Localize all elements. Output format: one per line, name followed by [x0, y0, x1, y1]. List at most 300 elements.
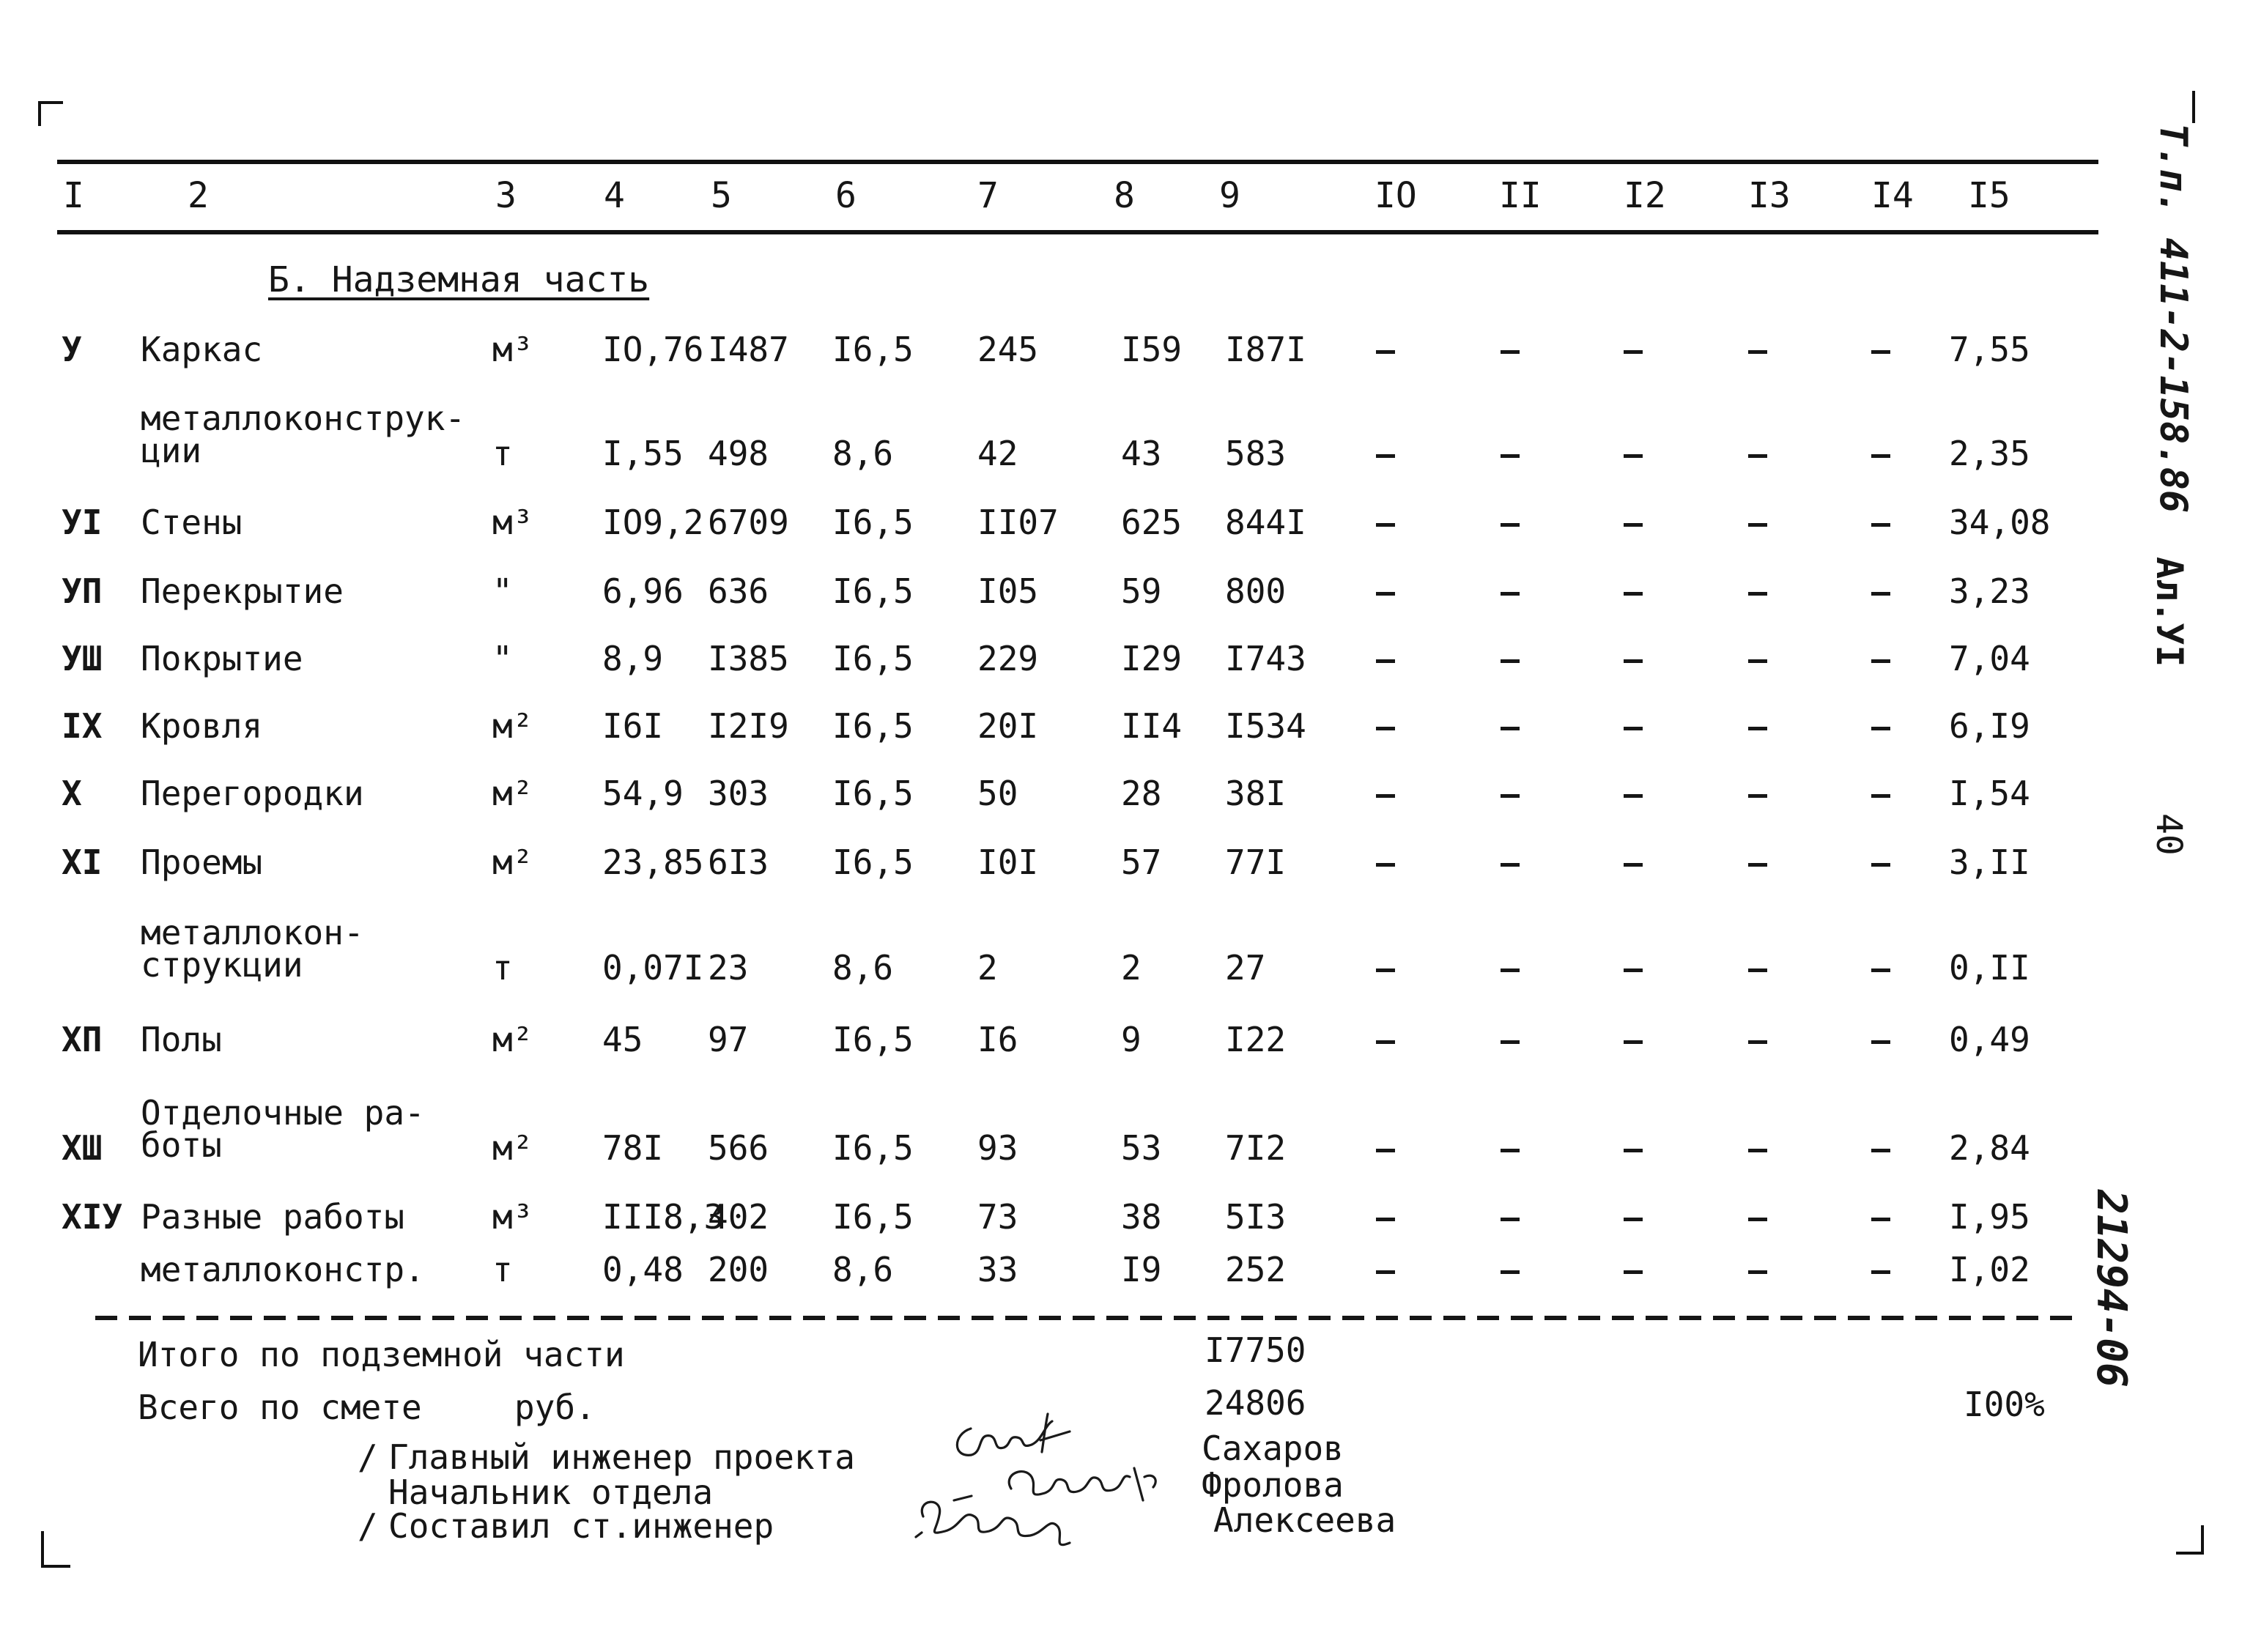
value-col-5: I385	[708, 639, 789, 678]
empty-cell-dash	[1501, 863, 1520, 867]
value-col-5: I487	[708, 330, 789, 369]
empty-cell-dash	[1624, 1149, 1643, 1152]
empty-cell-dash	[1748, 659, 1767, 663]
separator-dash	[1342, 1316, 1364, 1320]
separator-dash	[1140, 1316, 1162, 1320]
separator-dash	[870, 1316, 892, 1320]
empty-cell-dash	[1748, 1270, 1767, 1274]
value-col-8: 2	[1121, 948, 1142, 988]
value-col-9: 252	[1225, 1250, 1287, 1289]
separator-dash	[1410, 1316, 1432, 1320]
value-col-6: I6,5	[832, 1197, 914, 1237]
empty-cell-dash	[1748, 1218, 1767, 1221]
separator-dash	[1376, 1316, 1398, 1320]
document-code: Т.п. 411-2-158.86	[2151, 123, 2195, 514]
empty-cell-dash	[1624, 863, 1643, 867]
row-number: XI	[62, 842, 103, 882]
corner-mark-top-left-h	[38, 101, 63, 104]
value-col-5: 498	[708, 434, 769, 473]
separator-dash	[601, 1316, 623, 1320]
row-name: Покрытие	[141, 639, 303, 678]
signature-slash-3: /	[358, 1506, 378, 1546]
separator-dash	[432, 1316, 454, 1320]
value-col-9: 27	[1225, 948, 1266, 988]
column-header-8: 8	[1114, 175, 1135, 216]
column-header-13: I3	[1748, 175, 1791, 216]
column-header-4: 4	[604, 175, 625, 216]
empty-cell-dash	[1871, 350, 1890, 354]
column-header-3: 3	[495, 175, 517, 216]
empty-cell-dash	[1376, 1270, 1395, 1274]
table-top-rule	[57, 160, 2098, 164]
value-col-8: 9	[1121, 1020, 1142, 1059]
empty-cell-dash	[1871, 863, 1890, 867]
row-unit: "	[492, 639, 513, 678]
grand-total-unit: руб.	[514, 1388, 596, 1427]
value-col-6: I6,5	[832, 842, 914, 882]
separator-dash	[1275, 1316, 1297, 1320]
row-name: Отделочные ра-	[141, 1093, 425, 1133]
separator-dash	[1544, 1316, 1566, 1320]
row-unit: м³	[492, 1197, 533, 1237]
value-col-8: 625	[1121, 503, 1183, 542]
empty-cell-dash	[1871, 454, 1890, 458]
value-col-4: 8,9	[602, 639, 664, 678]
row-unit: м²	[492, 706, 533, 746]
separator-dash	[1511, 1316, 1533, 1320]
row-unit: "	[492, 571, 513, 611]
separator-dash	[1612, 1316, 1634, 1320]
row-number: УI	[62, 503, 103, 542]
corner-mark-top-right	[2192, 91, 2195, 123]
value-col-15: 3,II	[1949, 842, 2030, 882]
empty-cell-dash	[1871, 1218, 1890, 1221]
underground-total-label: Итого по подземной части	[138, 1335, 625, 1374]
empty-cell-dash	[1748, 454, 1767, 458]
empty-cell-dash	[1624, 1270, 1643, 1274]
row-name: Каркас	[141, 330, 263, 369]
row-unit: м³	[492, 503, 533, 542]
empty-cell-dash	[1376, 863, 1395, 867]
value-col-9: I534	[1225, 706, 1306, 746]
empty-cell-dash	[1501, 794, 1520, 798]
separator-dash	[500, 1316, 522, 1320]
row-name: Кровля	[141, 706, 263, 746]
empty-cell-dash	[1376, 968, 1395, 972]
empty-cell-dash	[1501, 523, 1520, 527]
signature-scribble-3	[916, 1496, 1070, 1545]
column-header-9: 9	[1219, 175, 1240, 216]
corner-mark-bottom-right	[2201, 1525, 2204, 1555]
empty-cell-dash	[1376, 454, 1395, 458]
handwritten-signatures	[901, 1407, 1224, 1568]
empty-cell-dash	[1748, 523, 1767, 527]
empty-cell-dash	[1624, 592, 1643, 596]
value-col-9: I743	[1225, 639, 1306, 678]
empty-cell-dash	[1376, 794, 1395, 798]
value-col-8: I29	[1121, 639, 1183, 678]
row-number: IX	[62, 706, 103, 746]
value-col-7: I6	[977, 1020, 1018, 1059]
value-col-4: 54,9	[602, 774, 684, 813]
separator-dash	[1106, 1316, 1128, 1320]
page-number: 40	[2148, 813, 2189, 856]
value-col-5: 303	[708, 774, 769, 813]
empty-cell-dash	[1748, 863, 1767, 867]
row-number: XП	[62, 1020, 103, 1059]
separator-dash	[365, 1316, 387, 1320]
value-col-8: 28	[1121, 774, 1162, 813]
separator-dash	[1983, 1316, 2005, 1320]
row-number: XIУ	[62, 1197, 123, 1237]
row-unit: м²	[492, 842, 533, 882]
empty-cell-dash	[1748, 350, 1767, 354]
separator-dash	[1207, 1316, 1229, 1320]
empty-cell-dash	[1501, 1149, 1520, 1152]
row-name: металлоконструк-	[141, 399, 466, 438]
empty-cell-dash	[1376, 523, 1395, 527]
empty-cell-dash	[1501, 659, 1520, 663]
column-header-12: I2	[1624, 175, 1666, 216]
separator-dash	[2050, 1316, 2072, 1320]
signature-name-frolova: Фролова	[1202, 1465, 1344, 1505]
column-header-10: IO	[1375, 175, 1417, 216]
row-number: XШ	[62, 1128, 103, 1168]
grand-total-label: Всего по смете	[138, 1388, 422, 1427]
row-name: Разные работы	[141, 1197, 405, 1237]
empty-cell-dash	[1376, 1218, 1395, 1221]
separator-dash	[1443, 1316, 1465, 1320]
value-col-8: I59	[1121, 330, 1183, 369]
column-header-14: I4	[1871, 175, 1914, 216]
separator-dash	[1882, 1316, 1904, 1320]
value-col-8: 38	[1121, 1197, 1162, 1237]
value-col-8: 43	[1121, 434, 1162, 473]
row-number: УШ	[62, 639, 103, 678]
value-col-9: 844I	[1225, 503, 1306, 542]
value-col-8: 59	[1121, 571, 1162, 611]
empty-cell-dash	[1501, 1270, 1520, 1274]
value-col-6: I6,5	[832, 503, 914, 542]
table-header-bottom-rule	[57, 230, 2098, 234]
empty-cell-dash	[1376, 592, 1395, 596]
separator-dash	[297, 1316, 319, 1320]
value-col-9: I22	[1225, 1020, 1287, 1059]
value-col-9: 800	[1225, 571, 1287, 611]
empty-cell-dash	[1376, 727, 1395, 730]
separator-dash	[837, 1316, 859, 1320]
value-col-15: 2,84	[1949, 1128, 2030, 1168]
separator-dash	[635, 1316, 656, 1320]
value-col-5: 6I3	[708, 842, 769, 882]
separator-dash	[1005, 1316, 1027, 1320]
separator-dash	[1915, 1316, 1937, 1320]
value-col-9: 7I2	[1225, 1128, 1287, 1168]
row-number: У	[62, 330, 82, 369]
row-unit: м³	[492, 330, 533, 369]
separator-dash	[1073, 1316, 1095, 1320]
value-col-6: I6,5	[832, 1020, 914, 1059]
column-header-7: 7	[977, 175, 999, 216]
empty-cell-dash	[1624, 794, 1643, 798]
row-name: ции	[141, 431, 202, 470]
separator-dash	[1174, 1316, 1196, 1320]
empty-cell-dash	[1501, 1040, 1520, 1044]
value-col-7: I05	[977, 571, 1039, 611]
separator-dash	[972, 1316, 994, 1320]
empty-cell-dash	[1501, 592, 1520, 596]
empty-cell-dash	[1624, 968, 1643, 972]
value-col-5: 97	[708, 1020, 749, 1059]
value-col-8: I9	[1121, 1250, 1162, 1289]
empty-cell-dash	[1624, 1040, 1643, 1044]
value-col-4: I,55	[602, 434, 684, 473]
empty-cell-dash	[1501, 1218, 1520, 1221]
separator-dash	[331, 1316, 353, 1320]
empty-cell-dash	[1871, 592, 1890, 596]
empty-cell-dash	[1871, 968, 1890, 972]
separator-dash	[1780, 1316, 1802, 1320]
separator-dash	[1747, 1316, 1769, 1320]
value-col-15: 34,08	[1949, 503, 2051, 542]
column-header-15: I5	[1968, 175, 2010, 216]
value-col-9: 38I	[1225, 774, 1287, 813]
row-name: боты	[141, 1125, 222, 1165]
value-col-7: 245	[977, 330, 1039, 369]
value-col-6: 8,6	[832, 948, 894, 988]
separator-dash	[1241, 1316, 1263, 1320]
separator-dash	[533, 1316, 555, 1320]
signature-name-sakharov: Сахаров	[1202, 1429, 1344, 1468]
corner-mark-bottom-right-h	[2176, 1552, 2202, 1555]
empty-cell-dash	[1624, 1218, 1643, 1221]
empty-cell-dash	[1501, 968, 1520, 972]
value-col-4: III8,3	[602, 1197, 725, 1237]
corner-mark-bottom-left-h	[41, 1565, 70, 1568]
signature-slash-1: /	[358, 1437, 378, 1477]
value-col-4: 0,48	[602, 1250, 684, 1289]
column-header-5: 5	[711, 175, 732, 216]
row-name: Проемы	[141, 842, 263, 882]
value-col-5: 200	[708, 1250, 769, 1289]
signature-role-chief-engineer: Главный инженер проекта	[388, 1437, 855, 1477]
value-col-6: 8,6	[832, 434, 894, 473]
empty-cell-dash	[1624, 350, 1643, 354]
value-col-6: I6,5	[832, 706, 914, 746]
value-col-15: 0,II	[1949, 948, 2030, 988]
underground-total-value: I7750	[1205, 1330, 1306, 1370]
row-name: металлоконстр.	[141, 1250, 425, 1289]
value-col-15: 6,I9	[1949, 706, 2030, 746]
separator-dash	[196, 1316, 218, 1320]
value-col-6: I6,5	[832, 639, 914, 678]
separator-dash	[702, 1316, 724, 1320]
section-title: Б. Надземная часть	[268, 259, 650, 300]
empty-cell-dash	[1871, 794, 1890, 798]
row-unit: м²	[492, 1020, 533, 1059]
column-header-2: 2	[188, 175, 209, 216]
separator-dash	[904, 1316, 926, 1320]
value-col-9: 77I	[1225, 842, 1287, 882]
signature-name-alekseeva: Алексеева	[1213, 1500, 1396, 1540]
value-col-7: 93	[977, 1128, 1018, 1168]
value-col-4: 45	[602, 1020, 643, 1059]
album-number: Ал.УI	[2148, 557, 2191, 667]
separator-dash	[264, 1316, 286, 1320]
value-col-8: II4	[1121, 706, 1183, 746]
separator-dash	[736, 1316, 758, 1320]
empty-cell-dash	[1624, 727, 1643, 730]
column-header-6: 6	[835, 175, 857, 216]
separator-dash	[1713, 1316, 1735, 1320]
value-col-7: II07	[977, 503, 1059, 542]
value-col-4: I6I	[602, 706, 664, 746]
value-col-5: 6709	[708, 503, 789, 542]
column-header-11: II	[1499, 175, 1542, 216]
value-col-6: I6,5	[832, 774, 914, 813]
separator-dash	[399, 1316, 421, 1320]
empty-cell-dash	[1748, 592, 1767, 596]
value-col-7: 33	[977, 1250, 1018, 1289]
separator-dash	[129, 1316, 151, 1320]
separator-dash	[95, 1316, 117, 1320]
row-name: Стены	[141, 503, 243, 542]
separator-dash	[769, 1316, 791, 1320]
signature-scribble-2	[1009, 1468, 1155, 1500]
value-col-6: I6,5	[832, 1128, 914, 1168]
signature-scribble-1	[957, 1414, 1070, 1455]
row-unit: т	[492, 948, 513, 988]
value-col-6: I6,5	[832, 330, 914, 369]
grand-total-percent: I00%	[1964, 1385, 2045, 1424]
value-col-4: 6,96	[602, 571, 684, 611]
column-header-1: I	[63, 175, 84, 216]
value-col-5: I2I9	[708, 706, 789, 746]
value-col-6: 8,6	[832, 1250, 894, 1289]
empty-cell-dash	[1376, 659, 1395, 663]
value-col-5: 23	[708, 948, 749, 988]
separator-dash	[466, 1316, 488, 1320]
empty-cell-dash	[1624, 523, 1643, 527]
empty-cell-dash	[1871, 1040, 1890, 1044]
value-col-15: I,54	[1949, 774, 2030, 813]
value-col-15: I,95	[1949, 1197, 2030, 1237]
value-col-5: 636	[708, 571, 769, 611]
value-col-4: IO,76	[602, 330, 704, 369]
value-col-7: 2	[977, 948, 998, 988]
empty-cell-dash	[1501, 727, 1520, 730]
value-col-7: 50	[977, 774, 1018, 813]
value-col-7: I0I	[977, 842, 1039, 882]
separator-dash	[163, 1316, 185, 1320]
row-name: струкции	[141, 945, 303, 985]
empty-cell-dash	[1501, 454, 1520, 458]
row-unit: т	[492, 434, 513, 473]
value-col-4: IO9,2	[602, 503, 704, 542]
row-number: УП	[62, 571, 103, 611]
row-name: Перегородки	[141, 774, 364, 813]
row-name: Полы	[141, 1020, 222, 1059]
separator-dash	[1646, 1316, 1668, 1320]
value-col-9: 583	[1225, 434, 1287, 473]
signature-role-compiler: Составил ст.инженер	[388, 1506, 774, 1546]
empty-cell-dash	[1871, 1149, 1890, 1152]
value-col-4: 0,07I	[602, 948, 704, 988]
separator-dash	[1039, 1316, 1061, 1320]
value-col-4: 78I	[602, 1128, 664, 1168]
empty-cell-dash	[1624, 454, 1643, 458]
value-col-8: 53	[1121, 1128, 1162, 1168]
separator-dash	[1848, 1316, 1870, 1320]
value-col-6: I6,5	[832, 571, 914, 611]
value-col-4: 23,85	[602, 842, 704, 882]
value-col-7: 73	[977, 1197, 1018, 1237]
separator-dash	[1679, 1316, 1701, 1320]
value-col-15: 7,55	[1949, 330, 2030, 369]
empty-cell-dash	[1871, 727, 1890, 730]
separator-dash	[1578, 1316, 1600, 1320]
empty-cell-dash	[1871, 1270, 1890, 1274]
value-col-8: 57	[1121, 842, 1162, 882]
row-name: Перекрытие	[141, 571, 344, 611]
separator-dash	[230, 1316, 252, 1320]
separator-dash	[567, 1316, 589, 1320]
empty-cell-dash	[1624, 659, 1643, 663]
row-unit: т	[492, 1250, 513, 1289]
separator-dash	[803, 1316, 825, 1320]
value-col-15: 2,35	[1949, 434, 2030, 473]
corner-mark-top-left	[38, 101, 41, 126]
grand-total-value: 24806	[1205, 1383, 1306, 1423]
empty-cell-dash	[1376, 350, 1395, 354]
separator-dash	[1309, 1316, 1331, 1320]
empty-cell-dash	[1501, 350, 1520, 354]
corner-mark-bottom-left	[41, 1531, 44, 1568]
value-col-15: 0,49	[1949, 1020, 2030, 1059]
separator-dash	[1477, 1316, 1499, 1320]
value-col-15: 3,23	[1949, 571, 2030, 611]
empty-cell-dash	[1748, 794, 1767, 798]
empty-cell-dash	[1871, 523, 1890, 527]
inventory-number: 21294-06	[2087, 1190, 2135, 1388]
row-unit: м²	[492, 774, 533, 813]
value-col-7: 229	[977, 639, 1039, 678]
separator-dash	[1814, 1316, 1836, 1320]
value-col-9: I87I	[1225, 330, 1306, 369]
empty-cell-dash	[1748, 727, 1767, 730]
value-col-15: 7,04	[1949, 639, 2030, 678]
row-number: X	[62, 774, 82, 813]
signature-role-department-head: Начальник отдела	[388, 1473, 714, 1512]
row-name: металлокон-	[141, 913, 364, 952]
separator-dash	[1949, 1316, 1971, 1320]
empty-cell-dash	[1748, 1149, 1767, 1152]
value-col-5: 566	[708, 1128, 769, 1168]
separator-dash	[668, 1316, 690, 1320]
value-col-15: I,02	[1949, 1250, 2030, 1289]
separator-dash	[938, 1316, 960, 1320]
row-unit: м²	[492, 1128, 533, 1168]
value-col-5: 402	[708, 1197, 769, 1237]
empty-cell-dash	[1376, 1149, 1395, 1152]
value-col-7: 42	[977, 434, 1018, 473]
empty-cell-dash	[1748, 1040, 1767, 1044]
empty-cell-dash	[1376, 1040, 1395, 1044]
value-col-9: 5I3	[1225, 1197, 1287, 1237]
separator-dash	[2016, 1316, 2038, 1320]
value-col-7: 20I	[977, 706, 1039, 746]
empty-cell-dash	[1871, 659, 1890, 663]
